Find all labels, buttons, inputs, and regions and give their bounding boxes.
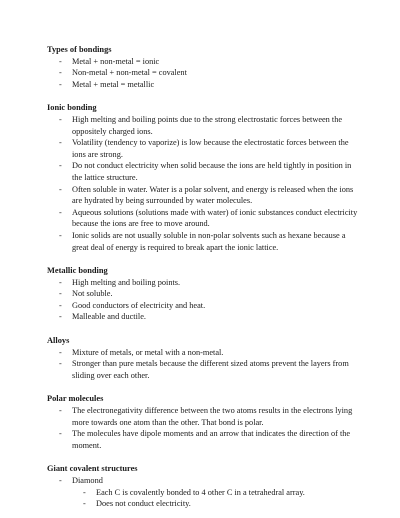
list-item: - Diamond [47, 475, 360, 487]
list-item: - High melting and boiling points due to the strong electrostatic forces between the oppositely charged ions. [47, 114, 360, 137]
bullet-list [47, 277, 360, 323]
bullet-list [47, 475, 360, 487]
list-item: - Stronger than pure metals because the different sized atoms prevent the layers from sliding over each other. [47, 358, 360, 381]
list-item: - The electronegativity difference between the two atoms results in the electrons lying more towards one atom than the other. That bond is polar. [47, 405, 360, 428]
list-item: - Not soluble. [47, 288, 360, 300]
list-item: - Volatility (tendency to vaporize) is low because the electrostatic forces between the ions are strong. [47, 137, 360, 160]
list-item: - Ionic solids are not usually soluble in non-polar solvents such as hexane because a great deal of energy is required to break apart the ionic lattice. [47, 230, 360, 253]
sub-list-item: - Does not conduct electricity. [47, 498, 360, 510]
bullet-list [47, 405, 360, 451]
section-types-of-bondings [47, 44, 360, 90]
list-item: - Non-metal + non-metal = covalent [47, 67, 360, 79]
list-item: - Malleable and ductile. [47, 311, 360, 323]
section-polar-molecules [47, 393, 360, 451]
list-item: - Metal + metal = metallic [47, 79, 360, 91]
bullet-list [47, 114, 360, 253]
section-heading: Polar molecules [47, 394, 104, 404]
sub-list-item: - Each C is covalently bonded to 4 other C in a tetrahedral array. [47, 487, 360, 499]
section-ionic-bonding [47, 102, 360, 253]
list-item: - Often soluble in water. Water is a polar solvent, and energy is released when the ions are hydrated by being surrounded by water molecules. [47, 184, 360, 207]
section-metallic-bonding [47, 265, 360, 323]
section-giant-covalent-structures [47, 463, 360, 509]
section-heading: Alloys [47, 336, 70, 346]
section-heading: Giant covalent structures [47, 464, 138, 474]
section-heading: Metallic bonding [47, 266, 108, 276]
list-item: - Do not conduct electricity when solid because the ions are held tightly in position in the lattice structure. [47, 160, 360, 183]
list-item: - Mixture of metals, or metal with a non-metal. [47, 347, 360, 359]
list-item: - Metal + non-metal = ionic [47, 56, 360, 68]
list-item: - The molecules have dipole moments and an arrow that indicates the direction of the moment. [47, 428, 360, 451]
sub-bullet-list [47, 487, 360, 510]
bullet-list [47, 347, 360, 382]
bullet-list [47, 56, 360, 91]
section-heading: Types of bondings [47, 45, 112, 54]
list-item: - Good conductors of electricity and heat. [47, 300, 360, 312]
section-alloys [47, 335, 360, 381]
section-heading: Ionic bonding [47, 103, 97, 113]
list-item: - High melting and boiling points. [47, 277, 360, 289]
list-item: - Aqueous solutions (solutions made with water) of ionic substances conduct electricity because the ions are free to move around. [47, 207, 360, 230]
